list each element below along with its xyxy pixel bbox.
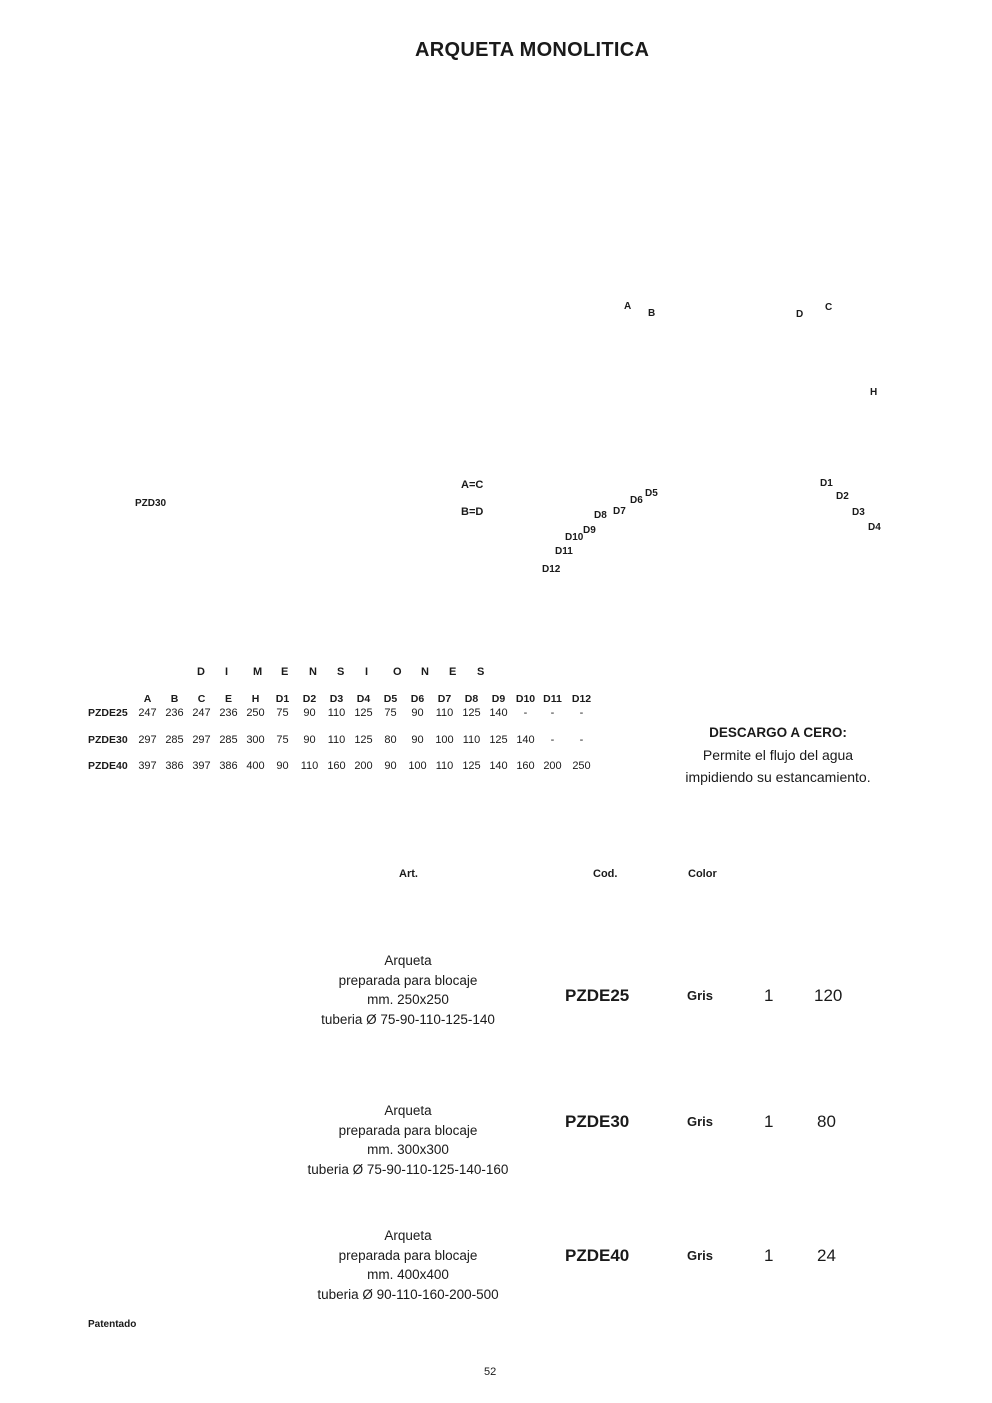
table-cell: 75 <box>276 707 289 719</box>
model-cell: PZDE30 <box>88 734 128 746</box>
descargo-note <box>668 722 888 788</box>
dimension-header: D4 <box>356 692 371 705</box>
dim-label-d4: D4 <box>868 522 881 533</box>
dim-label-d6: D6 <box>630 495 643 506</box>
dimension-header: C <box>197 692 206 705</box>
table-cell: 160 <box>516 760 535 772</box>
table-cell: 236 <box>219 707 238 719</box>
descargo-line-1: Permite el flujo del agua <box>702 747 854 763</box>
dim-label-c: C <box>825 302 833 313</box>
dimension-header: D6 <box>410 692 425 705</box>
dimensions-header-row <box>88 690 597 707</box>
dim-label-d10: D10 <box>565 532 584 543</box>
dim-label-b: B <box>648 308 656 319</box>
dim-label-d5: D5 <box>645 488 658 499</box>
descargo-line-2: impidiendo su estancamiento. <box>685 769 871 785</box>
table-cell: 90 <box>384 760 397 772</box>
model-cell: PZDE25 <box>88 707 128 719</box>
dim-label-d12: D12 <box>542 564 561 575</box>
dimensions-title-letter: S <box>477 666 485 678</box>
table-cell: 90 <box>276 760 289 772</box>
description-line: preparada para blocaje <box>338 1247 478 1263</box>
description-line: Arqueta <box>384 1103 432 1118</box>
table-cell: 110 <box>327 734 346 746</box>
dim-label-d: D <box>796 309 804 320</box>
table-row <box>88 753 597 779</box>
table-cell: 140 <box>489 760 508 772</box>
product-qty-2: 80 <box>817 1112 836 1131</box>
product-color: Gris <box>687 1248 714 1263</box>
dimension-header: D12 <box>571 692 592 705</box>
product-qty-2: 24 <box>817 1246 836 1265</box>
dimensions-title-letter: E <box>281 666 289 678</box>
dimensions-title-letter: I <box>365 666 369 678</box>
product-qty-1: 1 <box>764 1112 774 1131</box>
dimension-header: D2 <box>302 692 317 705</box>
table-cell: 140 <box>516 734 535 746</box>
table-cell: 250 <box>572 760 591 772</box>
page-title: ARQUETA MONOLITICA <box>415 39 650 61</box>
table-row <box>88 727 597 753</box>
description-line: mm. 400x400 <box>367 1267 449 1282</box>
equality-a-c: A=C <box>461 479 484 491</box>
table-cell: 236 <box>165 707 184 719</box>
dimensions-title-letter: S <box>337 666 345 678</box>
table-cell: 100 <box>408 760 427 772</box>
dimensions-title-letter: N <box>309 666 317 678</box>
dimension-header: D7 <box>437 692 452 705</box>
product-description <box>288 1226 528 1304</box>
column-header-art: Art. <box>399 868 418 880</box>
table-cell: 247 <box>192 707 211 719</box>
dimension-header: D3 <box>329 692 344 705</box>
table-cell: 200 <box>543 760 562 772</box>
dimensions-title-letter: O <box>393 666 402 678</box>
table-cell: 110 <box>462 734 481 746</box>
table-cell: 90 <box>303 707 316 719</box>
table-cell: 110 <box>435 760 454 772</box>
description-line: mm. 250x250 <box>367 992 449 1007</box>
dimension-header: E <box>224 692 232 705</box>
product-code: PZDE30 <box>565 1112 630 1131</box>
table-cell: 247 <box>138 707 157 719</box>
dim-label-a: A <box>624 301 632 312</box>
dim-label-d1: D1 <box>820 478 833 489</box>
descargo-heading: DESCARGO A CERO: <box>709 725 847 740</box>
column-header-color: Color <box>688 868 717 880</box>
dimensions-title-letter: N <box>421 666 429 678</box>
dimension-header: D11 <box>543 692 562 705</box>
table-cell: 110 <box>327 707 346 719</box>
table-cell: 100 <box>435 734 454 746</box>
table-cell: - <box>523 707 528 719</box>
description-line: preparada para blocaje <box>338 972 478 988</box>
table-cell: 75 <box>276 734 289 746</box>
description-line: tuberia Ø 75-90-110-125-140 <box>321 1011 495 1027</box>
table-cell: 397 <box>138 760 157 772</box>
dimension-header: H <box>251 692 260 705</box>
table-cell: 400 <box>246 760 265 772</box>
product-qty-1: 1 <box>764 986 774 1005</box>
dimension-header: A <box>143 692 152 705</box>
dimension-header: D8 <box>464 692 479 705</box>
dim-label-d7: D7 <box>613 506 626 517</box>
dimension-header: D10 <box>515 692 536 705</box>
product-color: Gris <box>687 988 714 1003</box>
dimension-header: D5 <box>383 692 398 705</box>
table-cell: - <box>550 734 555 746</box>
description-line: mm. 300x300 <box>367 1142 449 1157</box>
table-cell: 160 <box>327 760 346 772</box>
table-cell: 386 <box>219 760 238 772</box>
product-qty-2: 120 <box>814 986 843 1005</box>
table-cell: 75 <box>384 707 397 719</box>
page-number: 52 <box>484 1366 497 1378</box>
description-line: Arqueta <box>384 1228 432 1243</box>
description-line: tuberia Ø 90-110-160-200-500 <box>317 1286 499 1302</box>
dimensions-title-letter: I <box>225 666 229 678</box>
description-line: preparada para blocaje <box>338 1122 478 1138</box>
dimensions-title-letter: E <box>449 666 457 678</box>
dim-label-d8: D8 <box>594 510 607 521</box>
table-cell: 90 <box>411 707 424 719</box>
dimensions-table <box>88 690 597 779</box>
dim-label-d3: D3 <box>852 507 865 518</box>
table-cell: - <box>550 707 555 719</box>
dimension-header: D1 <box>275 692 290 705</box>
table-cell: 80 <box>384 734 397 746</box>
dimension-header: B <box>170 692 179 705</box>
product-code: PZDE40 <box>565 1246 630 1265</box>
dimension-header: D9 <box>491 692 506 705</box>
dimensions-corner <box>88 690 134 707</box>
table-cell: 110 <box>300 760 319 772</box>
table-cell: - <box>579 707 584 719</box>
table-cell: - <box>579 734 584 746</box>
product-description <box>288 1101 528 1179</box>
dimensions-title-letter: D <box>197 666 205 678</box>
dimensions-title-letter: M <box>253 666 263 678</box>
table-cell: 297 <box>192 734 211 746</box>
description-line: tuberia Ø 75-90-110-125-140-160 <box>307 1161 509 1177</box>
dimensions-title <box>197 666 505 678</box>
table-cell: 285 <box>219 734 238 746</box>
description-line: Arqueta <box>384 953 432 968</box>
table-cell: 250 <box>246 707 265 719</box>
product-code: PZDE25 <box>565 986 630 1005</box>
product-description <box>288 951 528 1029</box>
table-cell: 110 <box>435 707 454 719</box>
table-cell: 125 <box>462 707 481 719</box>
table-cell: 140 <box>489 707 508 719</box>
product-qty-1: 1 <box>764 1246 774 1265</box>
table-cell: 300 <box>246 734 265 746</box>
equality-b-d: B=D <box>461 506 484 518</box>
table-cell: 386 <box>165 760 184 772</box>
table-cell: 90 <box>411 734 424 746</box>
product-color: Gris <box>687 1114 714 1129</box>
patent-note: Patentado <box>88 1319 137 1330</box>
table-cell: 125 <box>489 734 508 746</box>
table-cell: 125 <box>354 734 373 746</box>
table-cell: 90 <box>303 734 316 746</box>
table-cell: 125 <box>354 707 373 719</box>
table-cell: 285 <box>165 734 184 746</box>
table-cell: 397 <box>192 760 211 772</box>
column-header-cod: Cod. <box>593 868 618 880</box>
table-cell: 297 <box>138 734 157 746</box>
model-cell: PZDE40 <box>88 760 128 772</box>
dim-label-d11: D11 <box>555 546 573 557</box>
model-label: PZD30 <box>135 498 167 509</box>
table-row <box>88 707 597 727</box>
table-cell: 200 <box>354 760 373 772</box>
dim-label-d2: D2 <box>836 491 849 502</box>
dim-label-h: H <box>870 387 878 398</box>
table-cell: 125 <box>462 760 481 772</box>
dim-label-d9: D9 <box>583 525 596 536</box>
